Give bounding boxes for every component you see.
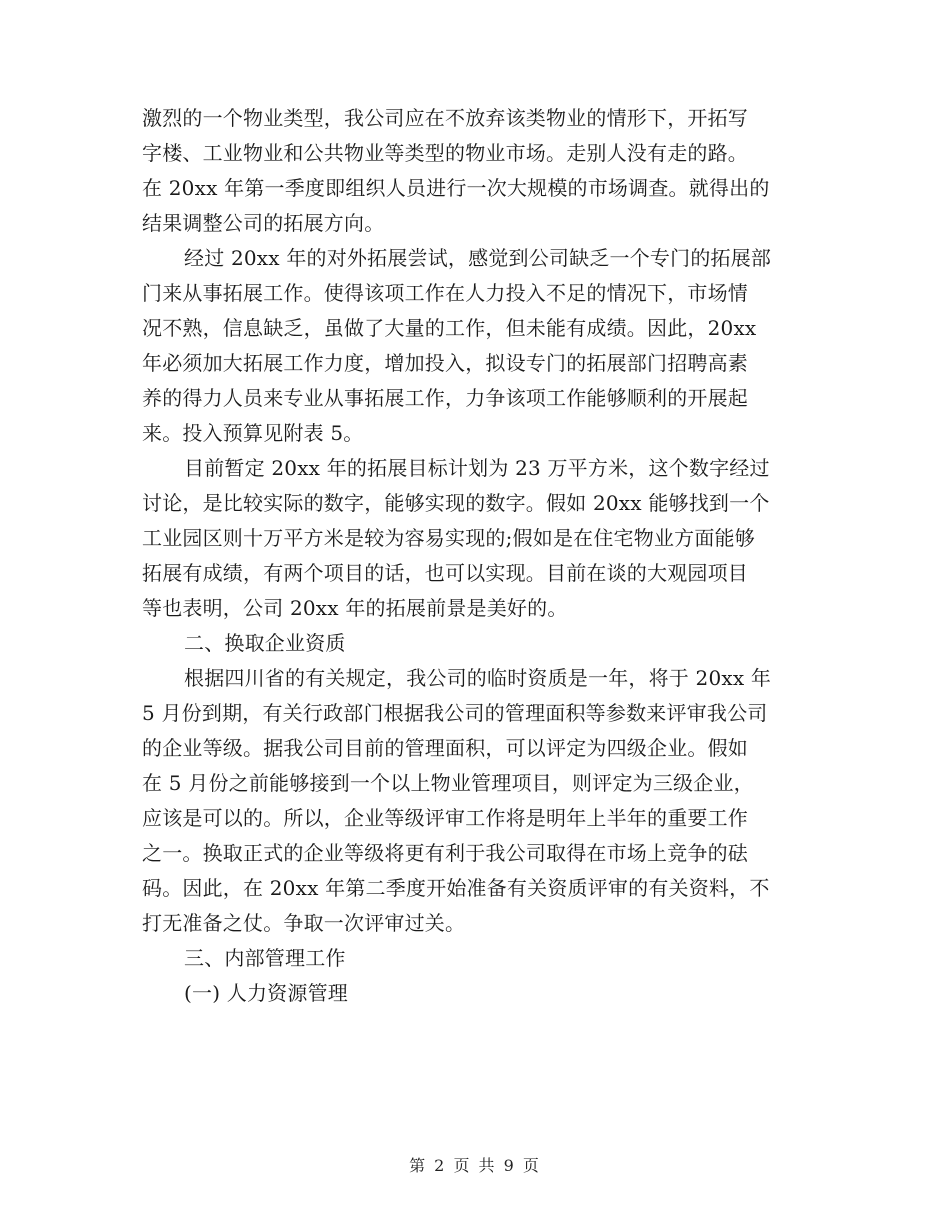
heading-text: (一) 人力资源管理: [184, 981, 348, 1005]
paragraph-line: 激烈的一个物业类型，我公司应在不放弃该类物业的情形下，开拓写: [142, 106, 748, 130]
paragraph-line: 目前暂定 20xx 年的拓展目标计划为 23 万平方米，这个数字经过: [184, 456, 770, 480]
paragraph-line: 等也表明，公司 20xx 年的拓展前景是美好的。: [142, 596, 568, 620]
paragraph-qualification-review: [142, 661, 808, 941]
paragraph-line: 拓展有成绩，有两个项目的话，也可以实现。目前在谈的大观园项目: [142, 561, 748, 585]
paragraph-market-expansion: [142, 101, 808, 241]
paragraph-line: 应该是可以的。所以，企业等级评审工作将是明年上半年的重要工作: [142, 806, 748, 830]
paragraph-line: 结果调整公司的拓展方向。: [142, 211, 385, 235]
paragraph-line: 在 5 月份之前能够接到一个以上物业管理项目，则评定为三级企业，: [142, 771, 754, 795]
paragraph-line: 打无准备之仗。争取一次评审过关。: [142, 911, 466, 935]
paragraph-expansion-target: [142, 451, 808, 626]
heading-text: 三、内部管理工作: [184, 946, 346, 970]
paragraph-line: 字楼、工业物业和公共物业等类型的物业市场。走别人没有走的路。: [142, 141, 748, 165]
heading-text: 二、换取企业资质: [184, 631, 346, 655]
paragraph-line: 经过 20xx 年的对外拓展尝试，感觉到公司缺乏一个专门的拓展部: [184, 246, 772, 270]
paragraph-line: 门来从事拓展工作。使得该项工作在人力投入不足的情况下，市场情: [142, 281, 748, 305]
paragraph-line: 讨论，是比较实际的数字，能够实现的数字。假如 20xx 能够找到一个: [142, 491, 770, 515]
paragraph-line: 根据四川省的有关规定，我公司的临时资质是一年，将于 20xx 年: [184, 666, 772, 690]
subsection-heading-hr: [142, 976, 808, 1011]
document-body: [142, 101, 808, 1011]
paragraph-line: 来。投入预算见附表 5。: [142, 421, 364, 445]
paragraph-expansion-department: [142, 241, 808, 451]
paragraph-line: 年必须加大拓展工作力度，增加投入，拟设专门的拓展部门招聘高素: [142, 351, 748, 375]
section-heading-internal-management: [142, 941, 808, 976]
paragraph-line: 养的得力人员来专业从事拓展工作，力争该项工作能够顺利的开展起: [142, 386, 748, 410]
paragraph-line: 码。因此，在 20xx 年第二季度开始准备有关资质评审的有关资料，不: [142, 876, 770, 900]
section-heading-qualification: [142, 626, 808, 661]
paragraph-line: 的企业等级。据我公司目前的管理面积，可以评定为四级企业。假如: [142, 736, 748, 760]
paragraph-line: 之一。换取正式的企业等级将更有利于我公司取得在市场上竞争的砝: [142, 841, 748, 865]
paragraph-line: 在 20xx 年第一季度即组织人员进行一次大规模的市场调查。就得出的: [142, 176, 770, 200]
paragraph-line: 工业园区则十万平方米是较为容易实现的;假如是在住宅物业方面能够: [142, 526, 755, 550]
paragraph-line: 况不熟，信息缺乏，虽做了大量的工作，但未能有成绩。因此，20xx: [142, 316, 757, 340]
paragraph-line: 5 月份到期，有关行政部门根据我公司的管理面积等参数来评审我公司: [142, 701, 768, 725]
page-number-footer: 第 2 页 共 9 页: [409, 1156, 541, 1175]
